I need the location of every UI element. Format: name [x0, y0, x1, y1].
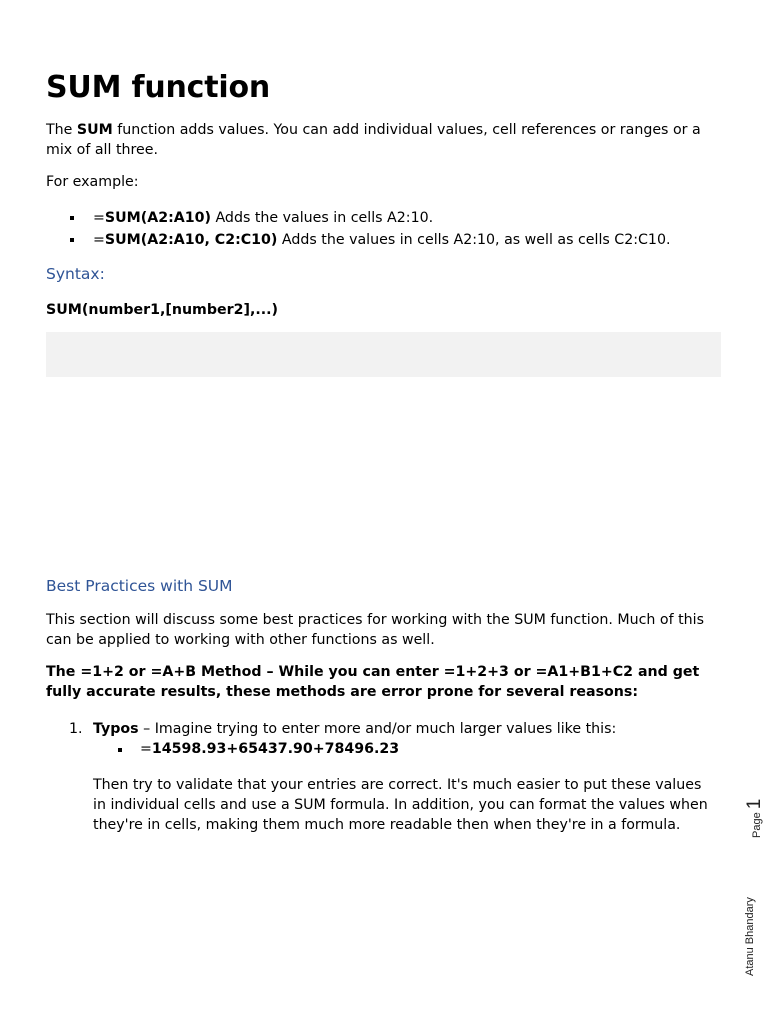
example-item: [46, 207, 671, 229]
list-item-line: [93, 719, 718, 739]
method-paragraph: The =1+2 or =A+B Method – While you can enter =1+2+3 or =A1+B1+C2 and get fully accurate results, these methods are error prone for several reasons:: [46, 664, 700, 700]
intro-paragraph: [46, 121, 718, 160]
list-item: [46, 719, 718, 835]
page-title: SUM function: [46, 70, 271, 105]
syntax-heading: Syntax:: [46, 265, 105, 283]
for-example-text: For example:: [46, 174, 139, 190]
example-formula: SUM(A2:A10): [104, 210, 211, 226]
page-number-label: [744, 799, 766, 838]
example-prefix: =: [93, 232, 105, 248]
best-practices-intro: This section will discuss some best practices for working with the SUM function. Much of this can be applied to working with other functions as well.: [46, 612, 704, 648]
intro-post: function adds values. You can add individual values, cell references or ranges or a mix of all three.: [46, 122, 701, 158]
list-item-body: [46, 719, 718, 835]
bullet-square-icon: [70, 238, 74, 242]
bullet-square-icon: [118, 748, 122, 752]
syntax-code-box: [46, 332, 721, 377]
syntax-code: SUM(number1,[number2],...): [46, 302, 279, 318]
sub-bullet-prefix: =: [140, 741, 152, 757]
intro-pre: The: [46, 122, 77, 138]
example-formula: SUM(A2:A10, C2:C10): [104, 232, 278, 248]
bullet-square-icon: [70, 216, 74, 220]
sub-bullet-formula: 14598.93+65437.90+78496.23: [151, 741, 400, 757]
page-number: 1: [744, 798, 765, 810]
list-number: 1.: [69, 721, 83, 737]
intro-bold: SUM: [76, 122, 113, 138]
sub-bullet-item: [93, 739, 718, 759]
examples-list: [46, 207, 671, 251]
example-desc: Adds the values in cells A2:10, as well as cells C2:C10.: [277, 232, 671, 248]
example-item: [46, 229, 671, 251]
page-label: Page: [751, 812, 763, 838]
follow-paragraph: Then try to validate that your entries are correct. It's much easier to put these values in individual cells and use a SUM formula. In addition, you can format the values when they're in cells, making them much more readable then when they're in a formula.: [93, 777, 708, 833]
example-desc: Adds the values in cells A2:10.: [210, 210, 434, 226]
best-practices-heading: Best Practices with SUM: [46, 577, 233, 595]
list-term: Typos: [93, 721, 139, 737]
list-text: – Imagine trying to enter more and/or much larger values like this:: [138, 721, 617, 737]
author-label: Atanu Bhandary: [744, 897, 756, 976]
reasons-list: [46, 719, 718, 835]
example-prefix: =: [93, 210, 105, 226]
